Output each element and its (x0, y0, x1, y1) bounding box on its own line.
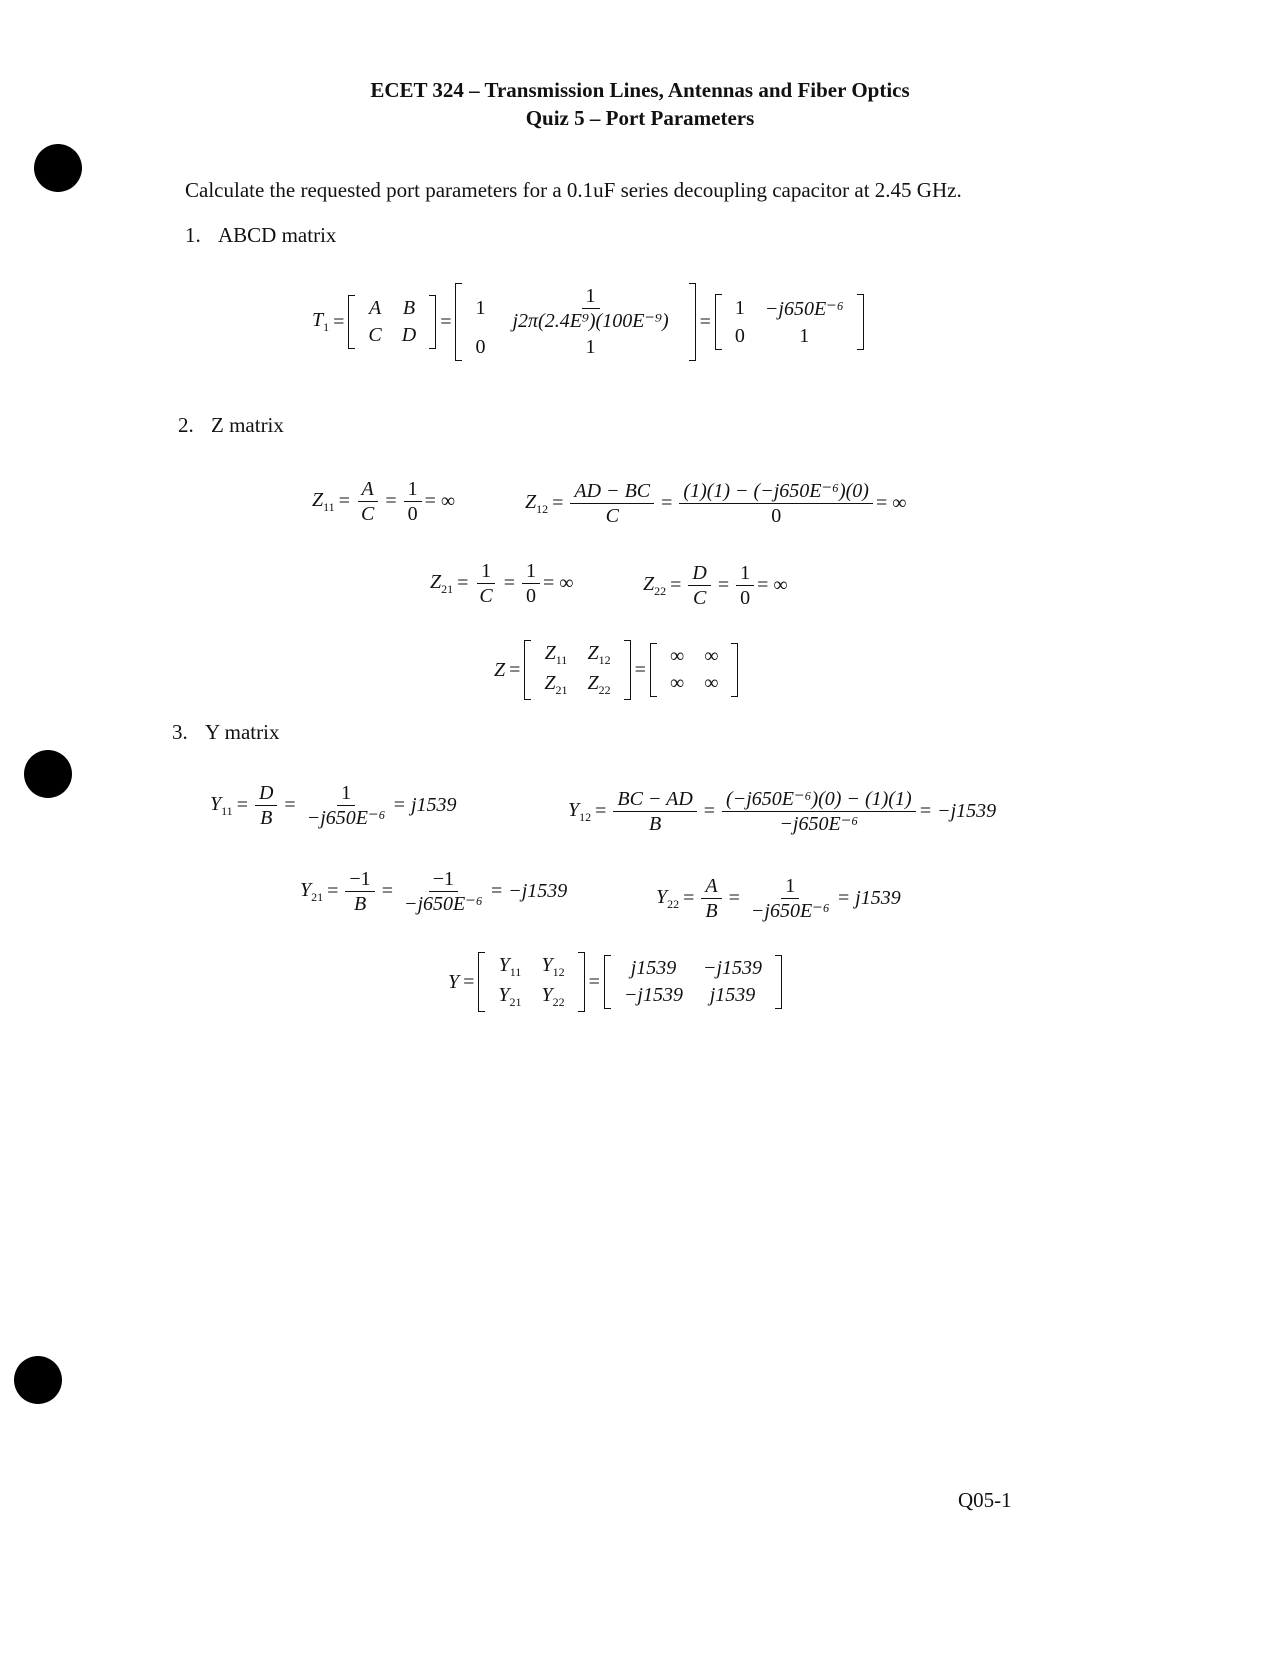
y21-equation: $Y_{21}$ = $\frac{-1}{B}$ = $\frac{-1}{\text{−j650E⁻⁶}}$ = −j1539 (300, 868, 568, 915)
z21-equation: $Z_{21}$ = $\frac{1}{C}$ = $\frac{1}{0}$ = ∞ (430, 560, 574, 607)
page-number: Q05-1 (958, 1488, 1012, 1512)
abcd-equation: $T_1$ = A B C D = 1 $\frac{1}{\text{j2π(2.4E⁹)(100E⁻⁹)}}$ 0 1 = 1 −j650E⁻⁶ 0 1 (312, 283, 864, 361)
quiz-title: Quiz 5 – Port Parameters (525, 106, 755, 130)
y11-equation: $Y_{11}$ = $\frac{D}{B}$ = $\frac{1}{\text{−j650E⁻⁶}}$ = j1539 (210, 782, 457, 829)
z-matrix-equation: Z = $Z_{11}$ $Z_{12}$ $Z_{21}$ $Z_{22}$ = ∞ ∞ ∞ ∞ (494, 640, 738, 700)
z-symbol-matrix: $Z_{11}$ $Z_{12}$ $Z_{21}$ $Z_{22}$ (524, 640, 630, 700)
section-1-heading (185, 223, 336, 248)
section-2-title: Z matrix (211, 413, 284, 437)
abcd-lhs: $T_1$ (312, 309, 330, 334)
y22-equation: $Y_{22}$ = $\frac{A}{B}$ = $\frac{1}{\text{−j650E⁻⁶}}$ = j1539 (656, 875, 901, 922)
abcd-result-matrix: 1 −j650E⁻⁶ 0 1 (715, 294, 864, 350)
capacitor-reactance-fraction: $\frac{1}{\text{j2π(2.4E⁹)(100E⁻⁹)}}$ (512, 285, 669, 332)
section-1-title: ABCD matrix (218, 223, 337, 247)
z12-equation: $Z_{12}$ = $\frac{AD - BC}{C}$ = $\frac{\text{(1)(1) − (−j650E⁻⁶)(0)}}{0}$ = ∞ (525, 480, 907, 527)
section-1-number: 1. (185, 223, 201, 247)
section-3-title: Y matrix (205, 720, 280, 744)
abcd-symbol-matrix: A B C D (348, 295, 436, 349)
z22-equation: $Z_{22}$ = $\frac{D}{C}$ = $\frac{1}{0}$ = ∞ (643, 562, 788, 609)
y-symbol-matrix: $Y_{11}$ $Y_{12}$ $Y_{21}$ $Y_{22}$ (478, 952, 584, 1012)
section-2-heading (178, 413, 284, 438)
binder-hole-middle (24, 750, 72, 798)
section-3-heading (172, 720, 279, 745)
z11-equation: $Z_{11}$ = $\frac{A}{C}$ = $\frac{1}{0}$ = ∞ (312, 478, 456, 525)
binder-hole-bottom (14, 1356, 62, 1404)
y12-equation: $Y_{12}$ = $\frac{BC - AD}{B}$ = $\frac{\text{(−j650E⁻⁶)(0) − (1)(1)}}{\text{−j650E⁻⁶}}$ = −j1539 (568, 788, 997, 835)
binder-hole-top (34, 144, 82, 192)
problem-statement: Calculate the requested port parameters for a 0.1uF series decoupling capacitor at 2.45 GHz. (185, 178, 962, 202)
course-title: ECET 324 – Transmission Lines, Antennas and Fiber Optics (370, 78, 910, 102)
y-matrix-equation: Y = $Y_{11}$ $Y_{12}$ $Y_{21}$ $Y_{22}$ = j1539 −j1539 −j1539 j1539 (448, 952, 782, 1012)
y-result-matrix: j1539 −j1539 −j1539 j1539 (604, 955, 782, 1009)
z-result-matrix: ∞ ∞ ∞ ∞ (650, 643, 739, 697)
section-2-number: 2. (178, 413, 194, 437)
section-3-number: 3. (172, 720, 188, 744)
abcd-expression-matrix: 1 $\frac{1}{\text{j2π(2.4E⁹)(100E⁻⁹)}}$ 0 1 (455, 283, 695, 361)
